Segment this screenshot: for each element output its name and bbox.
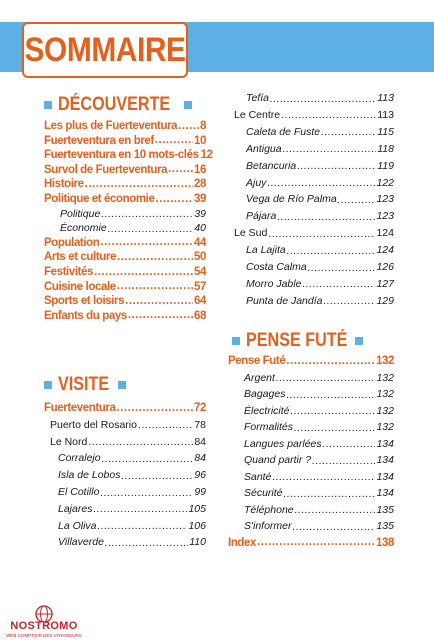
toc-entry-label: S'informer xyxy=(244,520,292,532)
dot-leader xyxy=(125,296,193,308)
toc-entry-page: 138 xyxy=(376,536,394,549)
toc-entry-page: 118 xyxy=(377,142,394,155)
dot-leader xyxy=(178,121,199,133)
toc-entry[interactable] xyxy=(50,419,206,431)
toc-entry-page: 84 xyxy=(194,435,206,448)
toc-entry-label: Pense Futé xyxy=(228,355,286,367)
toc-entry[interactable] xyxy=(246,261,394,273)
toc-entry[interactable] xyxy=(244,471,394,483)
toc-entry-page: 99 xyxy=(194,486,206,498)
toc-entry[interactable] xyxy=(44,266,206,278)
toc-entry[interactable] xyxy=(44,295,206,307)
toc-entry-page: 84 xyxy=(194,452,206,465)
toc-entry[interactable] xyxy=(44,310,206,322)
toc-entry-label: Bagages xyxy=(244,388,286,400)
toc-entry[interactable] xyxy=(58,503,206,515)
dot-leader xyxy=(293,522,376,533)
dot-leader xyxy=(257,537,375,549)
toc-entry-label: Fuerteventura xyxy=(44,402,116,414)
toc-entry-page: 135 xyxy=(376,503,394,516)
dot-leader xyxy=(102,454,194,465)
toc-entry-page: 64 xyxy=(194,295,206,308)
section-title: PENSE FUTÉ xyxy=(246,330,348,351)
toc-entry-label: La Lajita xyxy=(246,244,286,257)
toc-entry-label: Fuerteventura en bref xyxy=(44,134,154,147)
dot-leader xyxy=(121,471,193,482)
dot-leader xyxy=(94,267,193,279)
toc-entry-page: 132 xyxy=(376,371,394,384)
toc-entry-label: Puerto del Rosario xyxy=(50,418,137,431)
section-heading-pense-fute xyxy=(232,330,363,352)
dot-leader xyxy=(323,296,375,307)
toc-entry-page: 40 xyxy=(194,222,206,235)
toc-entry[interactable] xyxy=(60,222,206,234)
toc-entry[interactable] xyxy=(246,177,394,189)
dot-leader xyxy=(267,178,375,189)
dot-leader xyxy=(295,505,376,516)
toc-entry[interactable] xyxy=(58,520,206,532)
toc-entry-page: 28 xyxy=(194,178,206,191)
toc-entry-label: Vega de Río Palma xyxy=(246,193,337,206)
toc-entry[interactable] xyxy=(44,281,206,293)
toc-entry-label: Punta de Jandía xyxy=(246,294,323,307)
dot-leader xyxy=(321,127,376,138)
toc-entry-label: Cuisine locale xyxy=(44,280,116,293)
toc-entry-page: 127 xyxy=(376,277,394,290)
toc-entry[interactable] xyxy=(58,486,206,498)
dot-leader xyxy=(85,179,193,191)
toc-entry[interactable] xyxy=(246,92,394,104)
toc-entry-page: 134 xyxy=(376,454,394,466)
toc-entry[interactable] xyxy=(244,405,394,417)
toc-entry-page: 132 xyxy=(376,404,394,417)
toc-entry-label: Survol de Fuerteventura xyxy=(44,163,168,176)
toc-entry-label: Isla de Lobos xyxy=(58,469,121,482)
toc-entry-page: 123 xyxy=(376,210,394,223)
toc-entry-label: Histoire xyxy=(44,178,84,191)
toc-entry-label: Langues parlées xyxy=(244,437,322,450)
toc-entry-page: 39 xyxy=(194,207,206,220)
dot-leader xyxy=(302,279,375,290)
dot-leader xyxy=(93,504,187,515)
toc-entry-label: Formalités xyxy=(244,421,294,433)
toc-entry-page: 132 xyxy=(376,388,394,400)
toc-entry[interactable] xyxy=(246,126,394,138)
dot-leader xyxy=(155,194,193,206)
toc-entry-page: 8 xyxy=(200,120,206,132)
toc-entry-page: 72 xyxy=(194,402,206,414)
toc-entry-label: Corralejo xyxy=(58,452,101,465)
toc-entry-label: Pájara xyxy=(246,210,277,223)
toc-entry-label: Fuerteventura en 10 mots-clés xyxy=(44,149,199,162)
toc-entry[interactable] xyxy=(246,278,394,290)
toc-entry-page: 123 xyxy=(376,193,394,206)
toc-entry[interactable] xyxy=(44,237,206,249)
toc-entry[interactable] xyxy=(234,227,394,239)
dot-leader xyxy=(270,94,376,105)
toc-entry-label: Quand partir ? xyxy=(244,454,312,466)
toc-entry-label: Sécurité xyxy=(244,487,283,499)
toc-entry-page: 39 xyxy=(194,193,206,205)
toc-entry-page: 57 xyxy=(194,280,206,293)
dot-leader xyxy=(117,252,193,264)
toc-entry[interactable] xyxy=(44,402,206,414)
toc-entry-page: 12 xyxy=(200,149,213,162)
toc-entry[interactable] xyxy=(246,193,394,205)
square-bullet-icon xyxy=(355,337,363,345)
dot-leader xyxy=(286,356,375,368)
dot-leader xyxy=(297,161,376,172)
toc-entry-page: 129 xyxy=(376,294,394,307)
dot-leader xyxy=(168,164,193,176)
toc-entry-label: Santé xyxy=(244,470,272,483)
toc-entry-page: 44 xyxy=(194,236,206,249)
toc-entry[interactable] xyxy=(234,109,394,121)
dot-leader xyxy=(294,423,375,434)
toc-entry[interactable] xyxy=(244,388,394,400)
dot-leader xyxy=(88,437,193,448)
dot-leader xyxy=(284,489,376,500)
toc-entry-label: Économie xyxy=(60,222,107,235)
toc-entry-page: 115 xyxy=(377,125,394,138)
dot-leader xyxy=(128,310,193,322)
toc-entry-page: 119 xyxy=(377,159,394,172)
toc-entry-label: Morro Jable xyxy=(246,277,302,290)
toc-entry[interactable] xyxy=(58,536,206,548)
toc-entry[interactable] xyxy=(244,421,394,433)
toc-entry[interactable] xyxy=(244,487,394,499)
toc-entry-page: 134 xyxy=(376,487,394,499)
dot-leader xyxy=(117,403,194,415)
dot-leader xyxy=(272,472,375,483)
toc-entry-page: 113 xyxy=(377,92,394,104)
nostromo-logo xyxy=(4,604,84,640)
toc-entry[interactable] xyxy=(44,164,206,176)
toc-entry-label: Lajares xyxy=(58,502,93,515)
toc-entry-label: Ajuy xyxy=(246,176,267,189)
title-box xyxy=(22,22,188,78)
square-bullet-icon xyxy=(44,101,52,109)
toc-entry[interactable] xyxy=(244,372,394,384)
toc-entry-page: 124 xyxy=(376,244,394,257)
toc-entry-page: 106 xyxy=(188,519,206,532)
toc-entry[interactable] xyxy=(44,193,206,205)
toc-entry[interactable] xyxy=(246,295,394,307)
toc-entry-page: 78 xyxy=(194,418,206,431)
dot-leader xyxy=(281,110,376,121)
toc-entry[interactable] xyxy=(44,251,206,263)
toc-entry[interactable] xyxy=(246,160,394,172)
toc-entry-page: 50 xyxy=(194,251,206,264)
toc-entry-page: 122 xyxy=(376,176,394,189)
toc-entry-label: Le Sud xyxy=(234,227,268,240)
toc-entry[interactable] xyxy=(246,244,394,256)
toc-entry-page: 126 xyxy=(376,261,394,273)
dot-leader xyxy=(323,439,376,450)
dot-leader xyxy=(338,195,376,206)
toc-entry-label: Politique xyxy=(60,207,101,220)
toc-entry[interactable] xyxy=(228,355,394,367)
page-title: SOMMAIRE xyxy=(24,30,186,69)
toc-entry[interactable] xyxy=(228,537,394,549)
toc-entry-label: Caleta de Fuste xyxy=(246,125,321,138)
toc-entry-label: Arts et culture xyxy=(44,251,116,264)
toc-entry[interactable] xyxy=(50,436,206,448)
dot-leader xyxy=(155,135,193,147)
toc-entry-label: Betancuria xyxy=(246,159,297,172)
dot-leader xyxy=(268,229,375,240)
dot-leader xyxy=(287,246,376,257)
toc-entry-label: Politique et économie xyxy=(44,193,155,205)
toc-entry-page: 110 xyxy=(189,536,206,549)
toc-entry-label: Sports et loisirs xyxy=(44,295,125,308)
toc-entry[interactable] xyxy=(44,135,206,147)
section-heading-visite xyxy=(44,374,126,396)
toc-entry[interactable] xyxy=(58,452,206,464)
dot-leader xyxy=(100,488,193,499)
toc-entry-label: Les plus de Fuerteventura xyxy=(44,120,178,132)
toc-entry-label: Population xyxy=(44,236,100,249)
toc-entry[interactable] xyxy=(44,178,206,190)
dot-leader xyxy=(117,281,193,293)
toc-entry-page: 113 xyxy=(377,108,394,121)
toc-entry-label: Argent xyxy=(244,371,275,384)
toc-entry[interactable] xyxy=(44,149,213,162)
section-title: VISITE xyxy=(58,374,110,395)
toc-entry-page: 135 xyxy=(376,520,394,532)
toc-entry-label: Tefía xyxy=(246,92,269,104)
square-bullet-icon xyxy=(44,381,52,389)
toc-entry-label: Enfants du pays xyxy=(44,309,127,322)
dot-leader xyxy=(312,456,375,467)
dot-leader xyxy=(138,420,193,431)
toc-entry[interactable] xyxy=(44,120,206,132)
dot-leader xyxy=(291,406,376,417)
square-bullet-icon xyxy=(118,381,126,389)
dot-leader xyxy=(108,224,194,235)
dot-leader xyxy=(277,212,375,223)
toc-entry-page: 132 xyxy=(376,355,394,367)
dot-leader xyxy=(101,209,193,220)
dot-leader xyxy=(105,538,188,549)
toc-entry[interactable] xyxy=(244,504,394,516)
dot-leader xyxy=(98,521,188,532)
toc-entry-page: 134 xyxy=(376,470,394,483)
toc-entry-page: 54 xyxy=(194,266,206,278)
dot-leader xyxy=(100,237,193,249)
toc-entry-label: Antigua xyxy=(246,142,282,155)
dot-leader xyxy=(286,390,375,401)
square-bullet-icon xyxy=(184,101,192,109)
toc-entry-label: Électricité xyxy=(244,404,290,417)
toc-entry-label: Le Centre xyxy=(234,108,281,121)
logo-tagline: WEB COMPTOIR DES VOYAGEURS xyxy=(6,633,82,638)
toc-entry[interactable] xyxy=(58,469,206,481)
toc-entry-page: 16 xyxy=(194,163,206,176)
logo-name: NOSTROMO xyxy=(10,620,78,632)
toc-entry-page: 10 xyxy=(194,134,206,147)
square-bullet-icon xyxy=(232,337,240,345)
toc-entry[interactable] xyxy=(246,210,394,222)
toc-entry-label: Costa Calma xyxy=(246,261,307,273)
toc-entry-label: Le Nord xyxy=(50,435,88,448)
toc-entry-label: Festivités xyxy=(44,266,94,278)
toc-entry[interactable] xyxy=(244,520,394,532)
toc-entry[interactable] xyxy=(60,208,206,220)
toc-entry[interactable] xyxy=(244,438,394,450)
toc-entry-label: El Cotillo xyxy=(58,486,100,498)
toc-entry-label: Villaverde xyxy=(58,536,104,549)
toc-entry-page: 105 xyxy=(188,502,206,515)
dot-leader xyxy=(308,263,376,274)
toc-entry[interactable] xyxy=(244,454,394,466)
dot-leader xyxy=(283,144,377,155)
toc-entry[interactable] xyxy=(246,143,394,155)
toc-entry-page: 68 xyxy=(194,309,206,322)
toc-entry-label: Index xyxy=(228,536,257,549)
toc-entry-page: 96 xyxy=(194,469,206,482)
section-title: DÉCOUVERTE xyxy=(58,94,171,115)
toc-entry-label: Téléphone xyxy=(244,503,294,516)
toc-entry-label: La Oliva xyxy=(58,519,97,532)
toc-entry-page: 132 xyxy=(376,421,394,433)
section-heading-decouverte xyxy=(44,94,192,116)
toc-entry-page: 134 xyxy=(376,437,394,450)
toc-entry-page: 124 xyxy=(376,227,394,240)
dot-leader xyxy=(276,373,376,384)
